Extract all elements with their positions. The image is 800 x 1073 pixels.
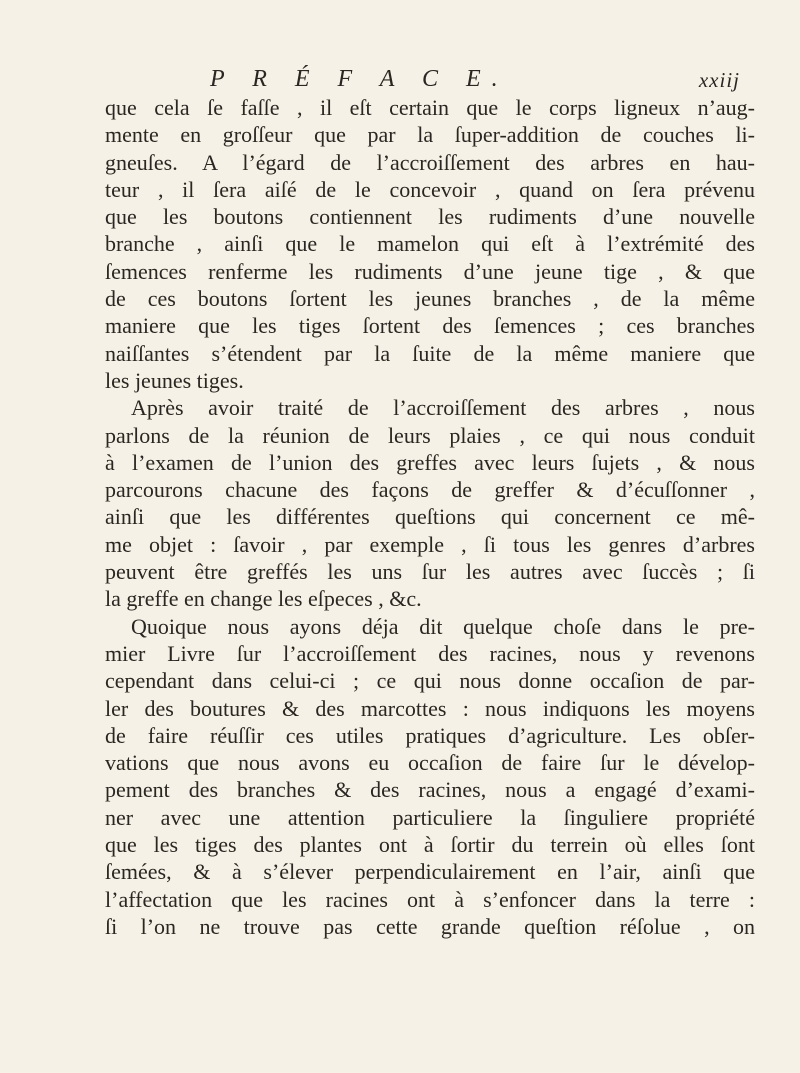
text-line: mier Livre ſur l’accroiſſement des racines, nous y revenons [105, 640, 755, 666]
text-line: gneuſes. A l’égard de l’accroiſſement des arbres en hau- [105, 149, 755, 175]
text-line: teur , il ſera aiſé de le concevoir , quand on ſera prévenu [105, 176, 755, 202]
paragraph-end-line: la greffe en change les eſpeces , &c. [105, 586, 422, 612]
text-line: l’affectation que les racines ont à s’enfoncer dans la terre : [105, 886, 755, 912]
text-line: me objet : ſavoir , par exemple , ſi tous les genres d’arbres [105, 531, 755, 557]
paragraph-end-line: les jeunes tiges. [105, 367, 244, 393]
text-line: de faire réuſſir ces utiles pratiques d’agriculture. Les obſer- [105, 722, 755, 748]
text-line: ner avec une attention particuliere la ſinguliere propriété [105, 804, 755, 830]
text-line: pement des branches & des racines, nous a engagé d’exami- [105, 777, 755, 803]
text-line: ſemées, & à s’élever perpendiculairement en l’air, ainſi que [105, 859, 755, 885]
text-line: branche , ainſi que le mamelon qui eſt à l’extrémité des [105, 231, 755, 257]
text-line: maniere que les tiges ſortent des ſemences ; ces branches [105, 313, 755, 339]
text-line: parlons de la réunion de leurs plaies , ce qui nous conduit [105, 422, 755, 448]
paragraph-first-line: Quoique nous ayons déja dit quelque choſe dans le pre- [131, 613, 755, 639]
text-line: mente en groſſeur que par la ſuper-addition de couches li- [105, 122, 755, 148]
page-number: xxiij [698, 68, 740, 92]
text-line: naiſſantes s’étendent par la ſuite de la même maniere que [105, 340, 755, 366]
text-line: vations que nous avons eu occaſion de faire ſur le dévelop- [105, 750, 755, 776]
text-line: que les boutons contiennent les rudiments d’une nouvelle [105, 204, 755, 230]
text-line: de ces boutons ſortent les jeunes branches , de la même [105, 286, 755, 312]
text-line: parcourons chacune des façons de greffer & d’écuſſonner , [105, 477, 755, 503]
paragraph-first-line: Après avoir traité de l’accroiſſement des arbres , nous [131, 395, 755, 421]
text-line: ler des boutures & des marcottes : nous indiquons les moyens [105, 695, 755, 721]
text-line: que cela ſe faſſe , il eſt certain que le corps ligneux n’aug- [105, 95, 755, 120]
text-line: ſi l’on ne trouve pas cette grande queſtion réſolue , on [105, 913, 755, 939]
text-line: peuvent être greffés les uns ſur les autres avec ſuccès ; ſi [105, 559, 755, 585]
text-line: ainſi que les différentes queſtions qui concernent ce mê- [105, 504, 755, 530]
running-title: P R É F A C E. [210, 66, 509, 92]
body-text [105, 94, 755, 940]
text-line: ſemences renferme les rudiments d’une jeune tige , & que [105, 258, 755, 284]
text-line: que les tiges des plantes ont à ſortir du terrein où elles ſont [105, 832, 755, 858]
text-line: à l’examen de l’union des greffes avec leurs ſujets , & nous [105, 449, 755, 475]
text-line: cependant dans celui-ci ; ce qui nous donne occaſion de par- [105, 668, 755, 694]
